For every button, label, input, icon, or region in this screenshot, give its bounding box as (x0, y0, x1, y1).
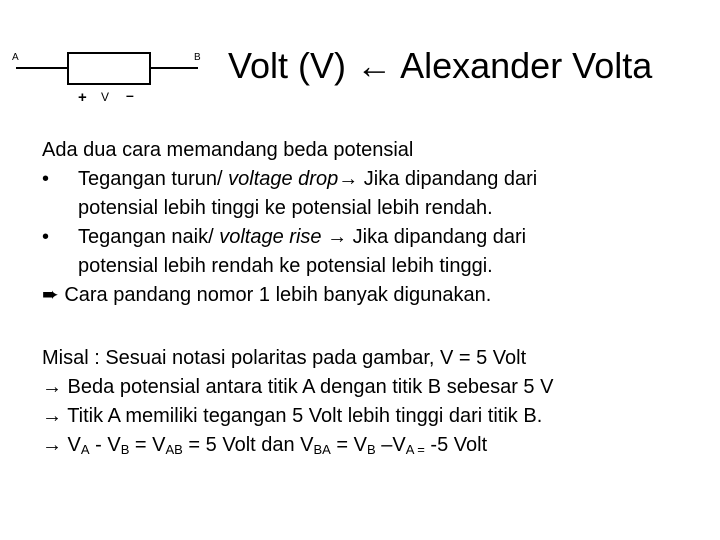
title-right: Alexander Volta (400, 45, 653, 86)
heavy-arrow-icon: ➨ (42, 284, 59, 306)
bullet-2-italic: voltage rise (219, 226, 322, 248)
right-arrow-icon: → (42, 434, 62, 456)
right-arrow-icon: → (338, 168, 359, 190)
conclusion-line (42, 281, 712, 310)
eq-v1: V (62, 434, 81, 456)
title-left: Volt (V) (228, 45, 347, 86)
right-arrow-icon: → (42, 405, 62, 427)
bullet-2-continuation: potensial lebih rendah ke potensial lebih tinggi. (78, 255, 493, 277)
misal-line-1: Misal : Sesuai notasi polaritas pada gambar, V = 5 Volt (42, 347, 527, 369)
left-arrow-icon: ← (356, 45, 393, 86)
slide-content (42, 136, 712, 464)
eq-minus: - V (89, 434, 121, 456)
bullet-1-pre: Tegangan turun/ (78, 168, 229, 190)
eq-sub-b2: B (367, 442, 376, 457)
bullet-item-1 (42, 165, 712, 194)
eq-sub-b: B (120, 442, 130, 457)
eq-sub-a: A (80, 442, 90, 457)
eq-sub-a2: A = (405, 442, 425, 457)
bullet-1-italic: voltage drop (228, 168, 339, 190)
eq-equals: = V (129, 434, 166, 456)
bullet-2-post: Jika dipandang dari (347, 226, 527, 248)
intro-text: Ada dua cara memandang beda potensial (42, 139, 414, 161)
bullet-icon: • (42, 168, 50, 190)
right-arrow-icon: → (321, 226, 348, 248)
slide-title (228, 44, 652, 88)
resistor-diagram (8, 44, 218, 108)
bullet-text-1 (78, 165, 537, 194)
eq-eq2: = V (330, 434, 367, 456)
eq-dash: –V (375, 434, 406, 456)
resistor-box (68, 53, 150, 84)
misal-equation (42, 431, 712, 464)
eq-mid: = 5 Volt dan V (182, 434, 314, 456)
misal-line-2 (42, 373, 712, 402)
eq-sub-ab: AB (165, 442, 183, 457)
misal-line-3-text: Titik A memiliki tegangan 5 Volt lebih tinggi dari titik B. (62, 405, 543, 427)
right-arrow-icon: → (42, 376, 62, 398)
eq-sub-ba: BA (313, 442, 331, 457)
bullet-1-continuation: potensial lebih tinggi ke potensial lebih rendah. (78, 197, 493, 219)
bullet-1-post: Jika dipandang dari (358, 168, 538, 190)
spacer (42, 310, 712, 344)
terminal-b-label: B (194, 52, 201, 63)
terminal-a-label: A (12, 52, 19, 63)
conclusion-text: Cara pandang nomor 1 lebih banyak digunakan. (58, 284, 492, 306)
misal-line-3 (42, 402, 712, 431)
minus-sign: – (126, 87, 134, 103)
bullet-item-2 (42, 223, 712, 252)
plus-sign: + (78, 89, 87, 106)
bullet-2-pre: Tegangan naik/ (78, 226, 220, 248)
voltage-label: V (101, 90, 110, 104)
bullet-text-2 (78, 223, 526, 252)
bullet-icon: • (42, 226, 50, 248)
misal-line-2-text: Beda potensial antara titik A dengan titik B sebesar 5 V (62, 376, 554, 398)
resistor-svg (8, 44, 218, 108)
eq-tail: -5 Volt (424, 434, 488, 456)
